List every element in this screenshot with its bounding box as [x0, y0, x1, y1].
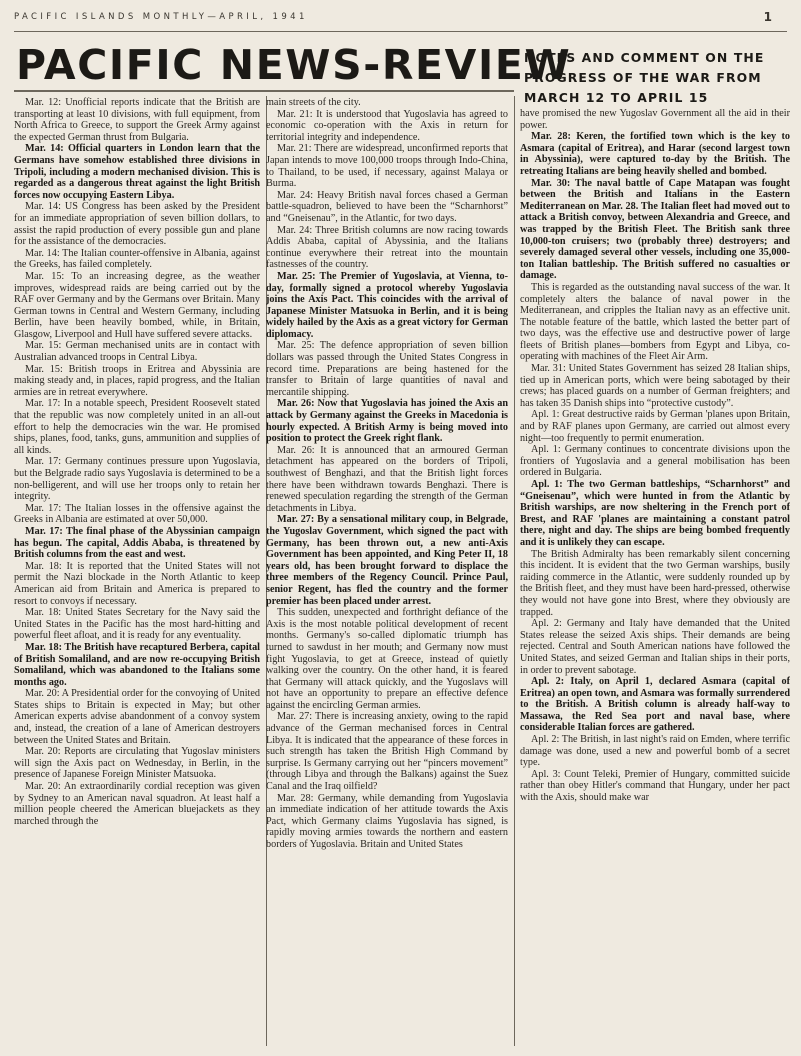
news-item: Mar. 18: United States Secretary for the Navy said the United States in the Pacific has the most hard-hitting and powerful fleet afloat, and it is ready for any eventuality. [14, 607, 260, 642]
news-item: Mar. 17: In a notable speech, President Roosevelt stated that the republic was now completely united in an all-out effort to help the democracies win the war. He promised ships, planes, food, tanks, guns, ammunition and supplies of all kinds. [14, 398, 260, 456]
news-item: Mar. 14: US Congress has been asked by the President for an immediate appropriation of seven billion dollars, to assist the rapid production of every possible gun and plane for the assistance of the democracies. [14, 201, 260, 248]
news-item: The British Admiralty has been remarkably silent concerning this incident. It is evident that the two German warships, busily raiding commerce in the Atlantic, were suddenly rounded up by the British fleet, and they must have been hard-pressed, otherwise they would not have gone into Brest, where they obviously are trapped. [520, 548, 790, 618]
news-item: Mar. 17: The Italian losses in the offensive against the Greeks in Albania are estimated at over 50,000. [14, 502, 260, 526]
news-item: Mar. 27: There is increasing anxiety, owing to the rapid advance of the German mechanised forces in Central Libya. It is indicated that the appearance of these forces in such strength has taken the British High Command by surprise. Is Germany carrying out her “pincers movement” (through Libya and through the Balkans) against the Suez Canal and the Iraq oilfield? [266, 711, 508, 793]
news-item: This is regarded as the outstanding naval success of the war. It completely alters the balance of naval power in the Mediterranean, and cripples the Italian navy as an effective unit. The notable feature of the battle, which lasted the better part of two days, was the effective use and destructive power of large fleets of British planes—bombers from Egypt and Libya, co-operating with machines of the Fleet Air Arm. [520, 281, 790, 363]
news-item: Mar. 18: The British have recaptured Berbera, capital of British Somaliland, and are now re-occupying British Somaliland, which was abandoned to the Italians some months ago. [14, 641, 260, 688]
news-item: Apl. 3: Count Teleki, Premier of Hungary, committed suicide rather than obey Hitler's command that Hungary, under her pact with the Axis, should make war [520, 768, 790, 804]
running-head [14, 12, 772, 26]
news-item: Mar. 25: The defence appropriation of seven billion dollars was passed through the United States Congress in record time. Preparations are being hastened for the transfer to Britain of large quantities of naval and mercantile shipping. [266, 340, 508, 398]
news-item: Mar. 28: Germany, while demanding from Yugoslavia an immediate indication of her attitude towards the Axis Pact, which Germany claims Yugoslavia has signed, is rapidly moving armies towards the northern and eastern borders of Yugoslavia. Britain and United States [266, 792, 508, 850]
news-item: Mar. 15: To an increasing degree, as the weather improves, widespread raids are being carried out by the RAF over Germany and by the Germans over Britain. Many German towns in Central and Western Germany, including Berlin, have been heavily bombed, while, in Britain, Glasgow, Liverpool and Hull have suffered severe attacks. [14, 270, 260, 340]
column-divider-2 [514, 96, 515, 1046]
news-item: Mar. 21: There are widespread, unconfirmed reports that Japan intends to move 100,000 troops through Indo-China, to Thailand, to be used, if necessary, against Malaya or Burma. [266, 143, 508, 190]
news-item: This sudden, unexpected and forthright defiance of the Axis is the most notable political development of recent months. Germany's so-called diplomatic triumph has turned to sawdust in her mouth; and Germany now must fight Yugoslavia, to get at Greece, instead of quietly walking over the country. On the other hand, it is feared that Germany will attack quickly, and the Yugoslavs will not have an opportunity to prepare an effective defence against the encircling German armies. [266, 607, 508, 711]
article-column-3 [520, 108, 790, 1049]
news-item: Apl. 1: Great destructive raids by German 'planes upon Britain, and by RAF planes upon Germany, are carried out almost every night—too frequently to permit enumeration. [520, 409, 790, 444]
news-item: main streets of the city. [266, 97, 361, 108]
news-item: have promised the new Yugoslav Government all the aid in their power. [520, 108, 790, 131]
masthead-rule [14, 90, 514, 92]
page-number: 1 [763, 10, 772, 24]
news-item: Apl. 1: The two German battleships, “Scharnhorst” and “Gneisenau”, which were hunted in from the Atlantic by British warships, are now sheltering in the French port of Brest, and RAF 'planes are maintaining a constant patrol there, night and day. The ships are being bombed frequently and it is unlikely they can escape. [520, 479, 790, 548]
news-item: Mar. 30: The naval battle of Cape Matapan was fought between the British and Italians in the Eastern Mediterranean on Mar. 28. The Italian fleet had moved out to attack a British convoy, between Alexandria and Greece, and was trapped by the British Fleet. The British sank three 10,000-ton cruisers; two (probably three) destroyers; and severely damaged several other vessels, including one 35,000-ton Italian battleship. The British suffered no casualties or damage. [520, 177, 790, 282]
news-item: Mar. 21: It is understood that Yugoslavia has agreed to economic co-operation with the Axis in return for territorial integrity and independence. [266, 108, 508, 143]
news-item: Mar. 14: Official quarters in London learn that the Germans have somehow established three divisions in Tripoli, including a modern mechanised division. This is regarded as a dangerous threat against the light British forces now occupying Eastern Libya. [14, 143, 260, 201]
article-column-1 [14, 97, 260, 1049]
news-item: Apl. 2: The British, in last night's raid on Emden, where terrific damage was done, used a new and powerful bomb of a secret type. [520, 734, 790, 769]
news-item: Mar. 24: Three British columns are now racing towards Addis Ababa, capital of Abyssinia, and the Italians continue everywhere their retreat into the mountain fastnesses of the country. [266, 224, 508, 271]
news-item: Apl. 2: Italy, on April 1, declared Asmara (capital of Eritrea) an open town, and Asmara was formally surrendered to the British. A British column is already half-way to Massawa, the Red Sea port and naval base, where considerable Italian forces are gathered. [520, 676, 790, 734]
news-item: Mar. 18: It is reported that the United States will not permit the Nazi blockade in the North Atlantic to keep American aid from Britain and America is prepared to resort to convoys if necessary. [14, 560, 260, 607]
news-item: Mar. 27: By a sensational military coup, in Belgrade, the Yugoslav Government, which signed the pact with Germany, has been thrown out, a new anti-Axis Government has been appointed, and King Peter II, 18 years old, has been brought forward to displace the three members of the Regency Council. Prince Paul, senior Regent, has fled the country and the former premier has been placed under arrest. [266, 514, 508, 607]
news-item: Apl. 2: Germany and Italy have demanded that the United States release the seized Axis ships. Their demands are being rejected. Central and South American nations have followed the United States, and seized German and Italian ships in their ports, in order to prevent sabotage. [520, 618, 790, 676]
news-item: Mar. 17: The final phase of the Abyssinian campaign has begun. The capital, Addis Ababa, is threatened by British columns from the east and west. [14, 525, 260, 561]
article-column-2 [266, 97, 508, 1049]
section-dek: NOTES AND COMMENT ON THE PROGRESS OF THE WAR FROM MARCH 12 TO APRIL 15 [524, 50, 765, 105]
news-item: Apl. 1: Germany continues to concentrate divisions upon the frontiers of Yugoslavia and a general mobilisation has been ordered in Bulgaria. [520, 444, 790, 479]
news-item: Mar. 17: Germany continues pressure upon Yugoslavia, but the Belgrade radio says Yugoslavia is determined to be a non-belligerent, and will use her troops only to retain her integrity. [14, 456, 260, 503]
masthead: PACIFIC NEWS-REVIEW [16, 41, 572, 89]
news-item: Mar. 12: Unofficial reports indicate that the British are transporting at least 10 divisions, with full equipment, from North Africa to Greece, to support the Greek Army against the expected German thrust from Bulgaria. [14, 97, 260, 143]
news-item: Mar. 15: German mechanised units are in contact with Australian advanced troops in Central Libya. [14, 340, 260, 364]
news-item: Mar. 25: The Premier of Yugoslavia, at Vienna, to-day, formally signed a protocol whereby Yugoslavia joins the Axis Pact. This coincides with the arrival of Japanese Minister Matsuoka in Berlin, and it is being widely hailed by the Axis as a great victory for German diplomacy. [266, 270, 508, 340]
news-item: Mar. 15: British troops in Eritrea and Abyssinia are making steady and, in places, rapid progress, and the Italian armies are in retreat everywhere. [14, 363, 260, 398]
news-item: Mar. 26: It is announced that an armoured German detachment has appeared on the borders of Tripoli, southwest of Benghazi, and that the British light forces there have been withdrawn towards Benghazi. There is renewed speculation regarding the strength of the German detachments in Libya. [266, 444, 508, 514]
news-item: Mar. 26: Now that Yugoslavia has joined the Axis an attack by Germany against the Greeks in Macedonia is hourly expected. A British Army is being moved into position to protect the Greek right flank. [266, 398, 508, 445]
top-rule [14, 31, 787, 32]
news-item: Mar. 20: Reports are circulating that Yugoslav ministers will sign the Axis pact on Wednesday, in Berlin, in the presence of Japanese Foreign Minister Matsuoka. [14, 746, 260, 781]
news-item: Mar. 28: Keren, the fortified town which is the key to Asmara (capital of Eritrea), and Harar (second largest town in Abyssinia), were captured to-day by the British. The retreating Italians are being heavily shelled and bombed. [520, 131, 790, 177]
news-item: Mar. 31: United States Government has seized 28 Italian ships, tied up in American ports, which were being sabotaged by their crews; has placed guards on a number of German freighters; and has taken 35 Danish ships into “protective custody”. [520, 363, 790, 409]
news-item: Mar. 24: Heavy British naval forces chased a German battle-squadron, believed to have been the “Scharnhorst” and “Gneisenau”, in the Atlantic, for two days. [266, 189, 508, 224]
running-head-text: PACIFIC ISLANDS MONTHLY—APRIL, 1941 [14, 12, 308, 22]
news-item: Mar. 14: The Italian counter-offensive in Albania, against the Greeks, has failed completely. [14, 247, 260, 271]
news-item: Mar. 20: An extraordinarily cordial reception was given by Sydney to an American naval squadron. At least half a million people cheered the American bluejackets as they marched through the [14, 781, 260, 827]
news-item: Mar. 20: A Presidential order for the convoying of United States ships to Britain is expected in May; but other American experts advise abandonment of a convoy system and, instead, the creation of a lane of American destroyers between the United States and Britain. [14, 688, 260, 746]
